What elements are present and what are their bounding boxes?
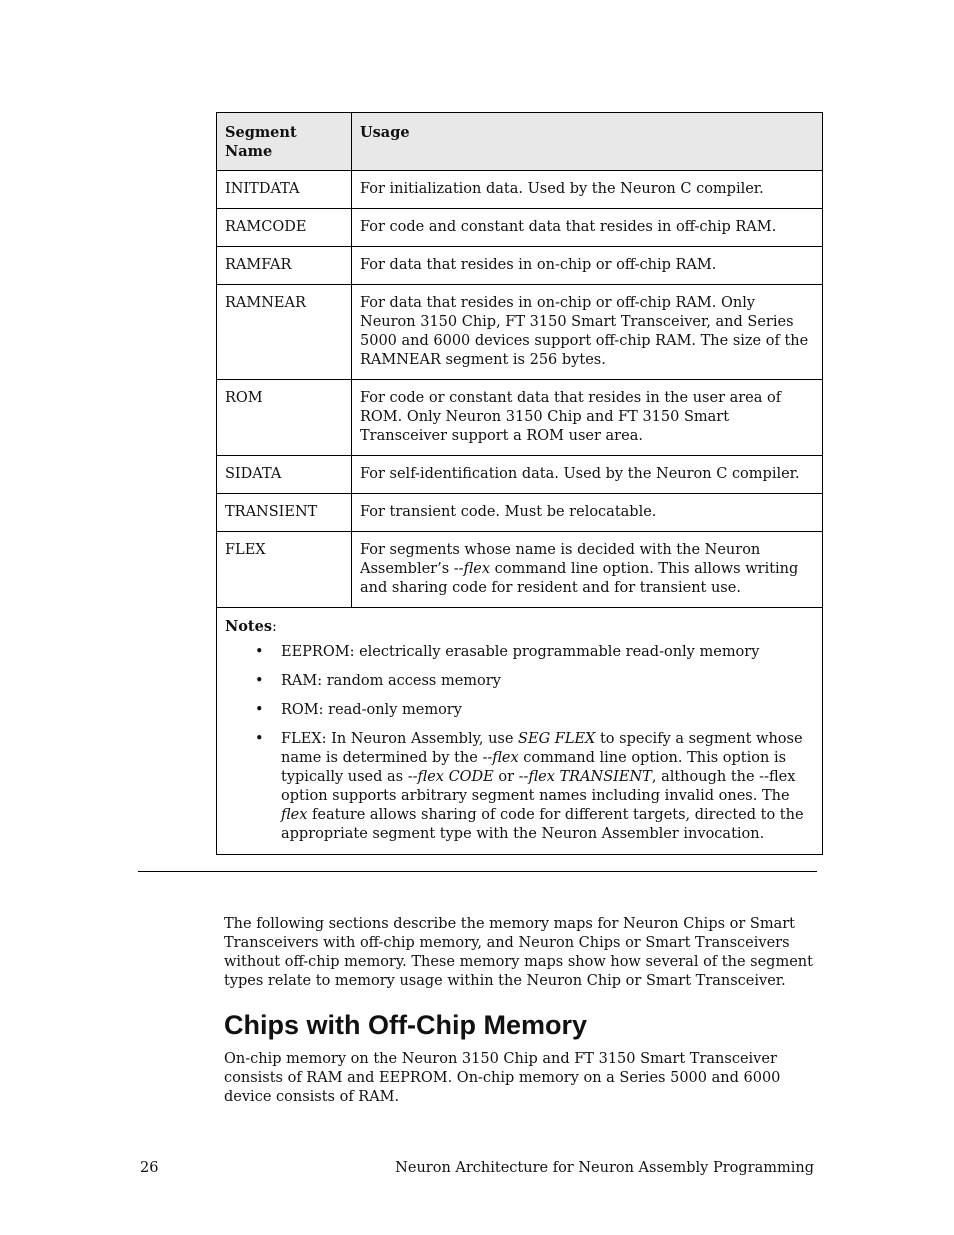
body-paragraph: On-chip memory on the Neuron 3150 Chip and FT 3150 Smart Transceiver consists of RAM and EEPROM. On-chip memory on a Series 5000 and 6000 device consists of RAM. bbox=[224, 1051, 781, 1105]
notes-row bbox=[217, 608, 823, 855]
usage-cell: For code and constant data that resides in off-chip RAM. bbox=[352, 209, 823, 247]
usage-cell: For self-identification data. Used by the Neuron C compiler. bbox=[352, 456, 823, 494]
page-number: 26 bbox=[140, 1160, 159, 1176]
bullet-icon: • bbox=[255, 673, 264, 689]
table-row bbox=[217, 380, 823, 456]
list-item bbox=[255, 672, 812, 691]
note-italic: flex bbox=[281, 807, 308, 823]
notes-colon: : bbox=[272, 619, 277, 635]
note-italic: SEG FLEX bbox=[518, 731, 596, 747]
note-italic: --flex TRANSIENT bbox=[518, 769, 652, 785]
table-header-row bbox=[217, 113, 823, 171]
notes-title: Notes bbox=[225, 618, 273, 635]
table-row-flex bbox=[217, 532, 823, 608]
note-text: ROM: read-only memory bbox=[281, 702, 462, 718]
list-item bbox=[255, 643, 812, 662]
segment-name-cell: SIDATA bbox=[217, 456, 352, 494]
usage-cell: For code or constant data that resides in the user area of ROM. Only Neuron 3150 Chip and FT 3150 Smart Transceiver support a ROM user area. bbox=[352, 380, 823, 456]
header-segment-name: Segment Name bbox=[217, 113, 352, 171]
notes-cell bbox=[217, 608, 823, 855]
table-row bbox=[217, 494, 823, 532]
note-text: FLEX: In Neuron Assembly, use bbox=[281, 731, 519, 747]
note-text: feature allows sharing of code for different targets, directed to the appropriate segment type with the Neuron Assembler invocation. bbox=[281, 807, 804, 842]
segment-name-cell: RAMNEAR bbox=[217, 285, 352, 380]
notes-list bbox=[225, 643, 812, 844]
usage-cell: For data that resides in on-chip or off-chip RAM. bbox=[352, 247, 823, 285]
segment-name-cell: FLEX bbox=[217, 532, 352, 608]
intro-paragraph: The following sections describe the memory maps for Neuron Chips or Smart Transceivers with off-chip memory, and Neuron Chips or Smart Transceivers without off-chip memory. These memory maps show how several of the segment types relate to memory usage within the Neuron Chip or Smart Transceiver. bbox=[224, 916, 813, 989]
footer-doc-title: Neuron Architecture for Neuron Assembly Programming bbox=[395, 1160, 814, 1176]
segment-name-cell: RAMCODE bbox=[217, 209, 352, 247]
notes-heading bbox=[225, 617, 812, 637]
bullet-icon: • bbox=[255, 702, 264, 718]
table-row bbox=[217, 247, 823, 285]
segment-table bbox=[216, 112, 823, 855]
bullet-icon: • bbox=[255, 731, 264, 747]
note-italic: --flex CODE bbox=[407, 769, 494, 785]
note-text: , although the --flex option supports arbitrary segment names including invalid ones. The bbox=[281, 769, 796, 804]
usage-text: command line option. This allows writing and sharing code for resident and for transient use. bbox=[360, 561, 799, 596]
table-row bbox=[217, 209, 823, 247]
horizontal-divider bbox=[138, 871, 817, 872]
usage-cell: For data that resides in on-chip or off-chip RAM. Only Neuron 3150 Chip, FT 3150 Smart Transceiver, and Series 5000 and 6000 devices support off-chip RAM. The size of the RAMNEAR segment is 256 bytes. bbox=[352, 285, 823, 380]
note-text: command line option. This option is typically used as bbox=[281, 750, 787, 785]
bullet-icon: • bbox=[255, 644, 264, 660]
header-usage: Usage bbox=[352, 113, 823, 171]
table-row bbox=[217, 171, 823, 209]
usage-cell: For initialization data. Used by the Neuron C compiler. bbox=[352, 171, 823, 209]
note-text: to specify a segment whose name is determined by the bbox=[281, 731, 803, 766]
usage-text: For segments whose name is decided with the Neuron Assembler’s bbox=[360, 542, 761, 577]
segment-name-cell: TRANSIENT bbox=[217, 494, 352, 532]
usage-italic: --flex bbox=[453, 561, 491, 577]
section-heading: Chips with Off-Chip Memory bbox=[224, 1010, 587, 1040]
table-row bbox=[217, 285, 823, 380]
segment-name-cell: RAMFAR bbox=[217, 247, 352, 285]
note-text: EEPROM: electrically erasable programmable read-only memory bbox=[281, 644, 760, 660]
table-row bbox=[217, 456, 823, 494]
note-text: RAM: random access memory bbox=[281, 673, 501, 689]
usage-cell bbox=[352, 532, 823, 608]
list-item bbox=[255, 701, 812, 720]
usage-cell: For transient code. Must be relocatable. bbox=[352, 494, 823, 532]
segment-name-cell: ROM bbox=[217, 380, 352, 456]
segment-name-cell: INITDATA bbox=[217, 171, 352, 209]
list-item bbox=[255, 730, 812, 844]
note-text: or bbox=[493, 769, 519, 785]
note-italic: --flex bbox=[482, 750, 519, 766]
